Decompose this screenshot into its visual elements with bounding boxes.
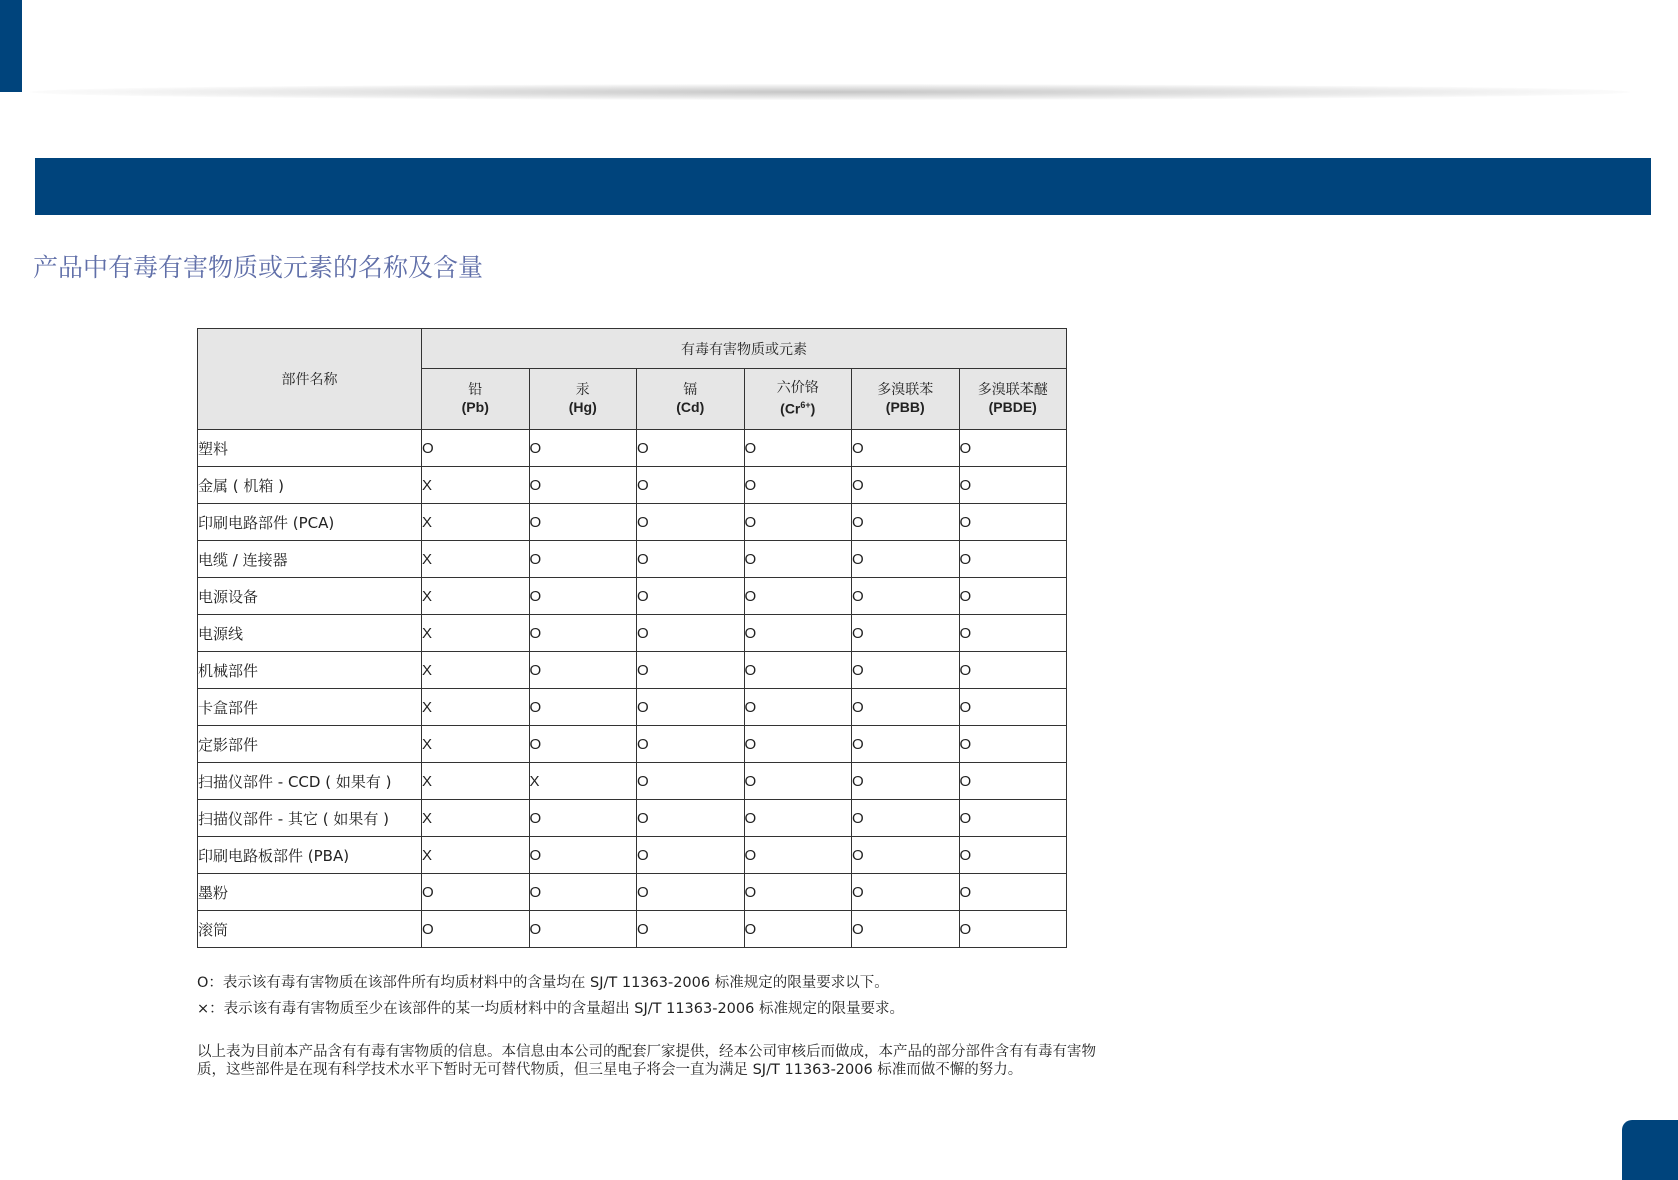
part-name-cell: 滚筒 [198, 911, 422, 948]
substances-group-header: 有毒有害物质或元素 [422, 329, 1067, 369]
compliance-mark-cell: O [852, 689, 960, 726]
compliance-mark-cell: O [637, 467, 745, 504]
compliance-mark-cell: O [852, 578, 960, 615]
compliance-mark-cell: O [744, 911, 852, 948]
compliance-mark-cell: X [422, 615, 530, 652]
substance-cn-label: 铅 [468, 382, 483, 398]
compliance-mark-cell: O [529, 615, 637, 652]
part-name-cell: 扫描仪部件 - 其它 ( 如果有 ) [198, 800, 422, 837]
substance-header [422, 369, 530, 430]
substance-symbol: (Cd) [676, 399, 705, 415]
compliance-mark-cell: X [422, 726, 530, 763]
part-name-cell: 电源设备 [198, 578, 422, 615]
compliance-mark-cell: O [422, 874, 530, 911]
part-name-header: 部件名称 [198, 329, 422, 430]
compliance-mark-cell: O [529, 430, 637, 467]
table-row [198, 430, 1067, 467]
compliance-mark-cell: X [422, 467, 530, 504]
substance-header [852, 369, 960, 430]
compliance-mark-cell: O [744, 615, 852, 652]
compliance-mark-cell: O [744, 430, 852, 467]
compliance-mark-cell: O [744, 837, 852, 874]
table-row [198, 541, 1067, 578]
compliance-mark-cell: O [637, 615, 745, 652]
compliance-mark-cell: O [852, 652, 960, 689]
compliance-mark-cell: O [852, 837, 960, 874]
compliance-mark-cell: X [529, 763, 637, 800]
part-name-cell: 电源线 [198, 615, 422, 652]
table-row [198, 652, 1067, 689]
compliance-mark-cell: X [422, 504, 530, 541]
part-name-cell: 卡盒部件 [198, 689, 422, 726]
compliance-mark-cell: O [959, 911, 1067, 948]
compliance-mark-cell: O [637, 652, 745, 689]
table-row [198, 837, 1067, 874]
part-name-cell: 机械部件 [198, 652, 422, 689]
compliance-mark-cell: O [529, 800, 637, 837]
compliance-mark-cell: O [637, 726, 745, 763]
compliance-mark-cell: O [744, 726, 852, 763]
disclosure-statement [197, 1043, 1187, 1079]
compliance-mark-cell: O [959, 689, 1067, 726]
compliance-mark-cell: O [744, 504, 852, 541]
compliance-mark-cell: O [959, 763, 1067, 800]
substance-symbol: (PBB) [885, 399, 925, 415]
substance-cn-label: 汞 [575, 382, 590, 398]
compliance-mark-cell: O [637, 911, 745, 948]
compliance-mark-cell: X [422, 763, 530, 800]
statement-line-1: 以上表为目前本产品含有有毒有害物质的信息。本信息由本公司的配套厂家提供，经本公司审核后而做成，本产品的部分部件含有有毒有害物 [197, 1044, 1096, 1060]
compliance-mark-cell: O [852, 541, 960, 578]
compliance-mark-cell: X [422, 541, 530, 578]
compliance-mark-cell: O [744, 652, 852, 689]
substance-symbol: $(Cr^{6+})$ [780, 400, 816, 417]
x-note: ×：表示该有毒有害物质至少在该部件的某一均质材料中的含量超出 SJ/T 11363-2006 标准规定的限量要求。 [197, 1001, 904, 1017]
page-corner-badge [1622, 1120, 1678, 1180]
compliance-mark-cell: O [852, 467, 960, 504]
o-note: O：表示该有毒有害物质在该部件所有均质材料中的含量均在 SJ/T 11363-2006 标准规定的限量要求以下。 [197, 975, 889, 991]
table-body [198, 430, 1067, 948]
compliance-mark-cell: X [422, 578, 530, 615]
compliance-mark-cell: O [852, 615, 960, 652]
compliance-mark-cell: O [852, 763, 960, 800]
title-bar [35, 158, 1651, 215]
corner-tab [0, 0, 22, 92]
table-row [198, 504, 1067, 541]
substance-cn-label: 多溴联苯 [877, 382, 934, 398]
compliance-mark-cell: O [852, 504, 960, 541]
compliance-mark-cell: O [959, 874, 1067, 911]
substance-header [529, 369, 637, 430]
substance-cn-label: 镉 [683, 382, 698, 398]
substance-header [637, 369, 745, 430]
compliance-mark-cell: O [852, 726, 960, 763]
compliance-mark-cell: O [529, 874, 637, 911]
compliance-mark-cell: X [422, 837, 530, 874]
part-name-cell: 扫描仪部件 - CCD ( 如果有 ) [198, 763, 422, 800]
compliance-mark-cell: O [529, 837, 637, 874]
substance-cn-label: 多溴联苯醚 [977, 382, 1048, 398]
compliance-mark-cell: O [637, 763, 745, 800]
compliance-mark-cell: O [852, 911, 960, 948]
compliance-mark-cell: O [744, 467, 852, 504]
compliance-mark-cell: O [422, 430, 530, 467]
compliance-mark-cell: O [959, 800, 1067, 837]
part-name-cell: 塑料 [198, 430, 422, 467]
compliance-mark-cell: O [744, 800, 852, 837]
statement-line-2: 质，这些部件是在现有科学技术水平下暂时无可替代物质，但三星电子将会一直为满足 SJ/T 11363-2006 标准而做不懈的努力。 [197, 1062, 1023, 1078]
compliance-mark-cell: O [637, 874, 745, 911]
compliance-mark-cell: O [637, 689, 745, 726]
table-row [198, 874, 1067, 911]
part-name-cell: 墨粉 [198, 874, 422, 911]
table-row [198, 689, 1067, 726]
compliance-mark-cell: O [959, 837, 1067, 874]
substance-cn-label: 六价铬 [776, 380, 819, 397]
table-row [198, 911, 1067, 948]
table-header [198, 329, 1067, 430]
table-row [198, 763, 1067, 800]
compliance-mark-cell: O [959, 652, 1067, 689]
compliance-mark-cell: O [852, 800, 960, 837]
compliance-mark-cell: O [852, 874, 960, 911]
page-title: 产品中有毒有害物质或元素的名称及含量 [33, 253, 484, 282]
substance-header [959, 369, 1067, 430]
compliance-mark-cell: O [744, 541, 852, 578]
substance-header [744, 369, 852, 430]
compliance-mark-cell: O [959, 430, 1067, 467]
compliance-mark-cell: O [529, 541, 637, 578]
compliance-mark-cell: O [744, 689, 852, 726]
compliance-mark-cell: X [422, 652, 530, 689]
compliance-mark-cell: O [959, 504, 1067, 541]
compliance-mark-cell: O [959, 578, 1067, 615]
compliance-mark-cell: O [637, 837, 745, 874]
compliance-mark-cell: O [529, 467, 637, 504]
compliance-mark-cell: O [744, 874, 852, 911]
substance-symbol: (Pb) [461, 399, 489, 415]
compliance-mark-cell: O [744, 763, 852, 800]
table-row [198, 726, 1067, 763]
compliance-mark-cell: O [637, 578, 745, 615]
compliance-mark-cell: O [637, 504, 745, 541]
table-row [198, 800, 1067, 837]
part-name-cell: 定影部件 [198, 726, 422, 763]
part-name-cell: 印刷电路板部件 (PBA) [198, 837, 422, 874]
compliance-mark-cell: O [637, 800, 745, 837]
substance-symbol: (Hg) [568, 399, 597, 415]
compliance-mark-cell: O [959, 726, 1067, 763]
part-name-cell: 印刷电路部件 (PCA) [198, 504, 422, 541]
compliance-mark-cell: O [529, 652, 637, 689]
compliance-mark-cell: O [637, 541, 745, 578]
compliance-mark-cell: O [529, 504, 637, 541]
hazardous-substances-table [197, 328, 1067, 948]
compliance-mark-cell: O [959, 541, 1067, 578]
compliance-mark-cell: O [529, 726, 637, 763]
table-row [198, 615, 1067, 652]
compliance-mark-cell: O [637, 430, 745, 467]
part-name-cell: 金属 ( 机箱 ) [198, 467, 422, 504]
legend-notes [197, 970, 1177, 1022]
compliance-mark-cell: O [959, 467, 1067, 504]
table-row [198, 467, 1067, 504]
compliance-mark-cell: O [529, 689, 637, 726]
part-name-cell: 电缆 / 连接器 [198, 541, 422, 578]
compliance-mark-cell: X [422, 689, 530, 726]
substance-symbol: (PBDE) [988, 399, 1037, 415]
compliance-mark-cell: O [744, 578, 852, 615]
table-row [198, 578, 1067, 615]
compliance-mark-cell: O [529, 578, 637, 615]
compliance-mark-cell: X [422, 800, 530, 837]
compliance-mark-cell: O [529, 911, 637, 948]
header-shadow [30, 84, 1630, 100]
compliance-mark-cell: O [959, 615, 1067, 652]
compliance-mark-cell: O [422, 911, 530, 948]
compliance-mark-cell: O [852, 430, 960, 467]
